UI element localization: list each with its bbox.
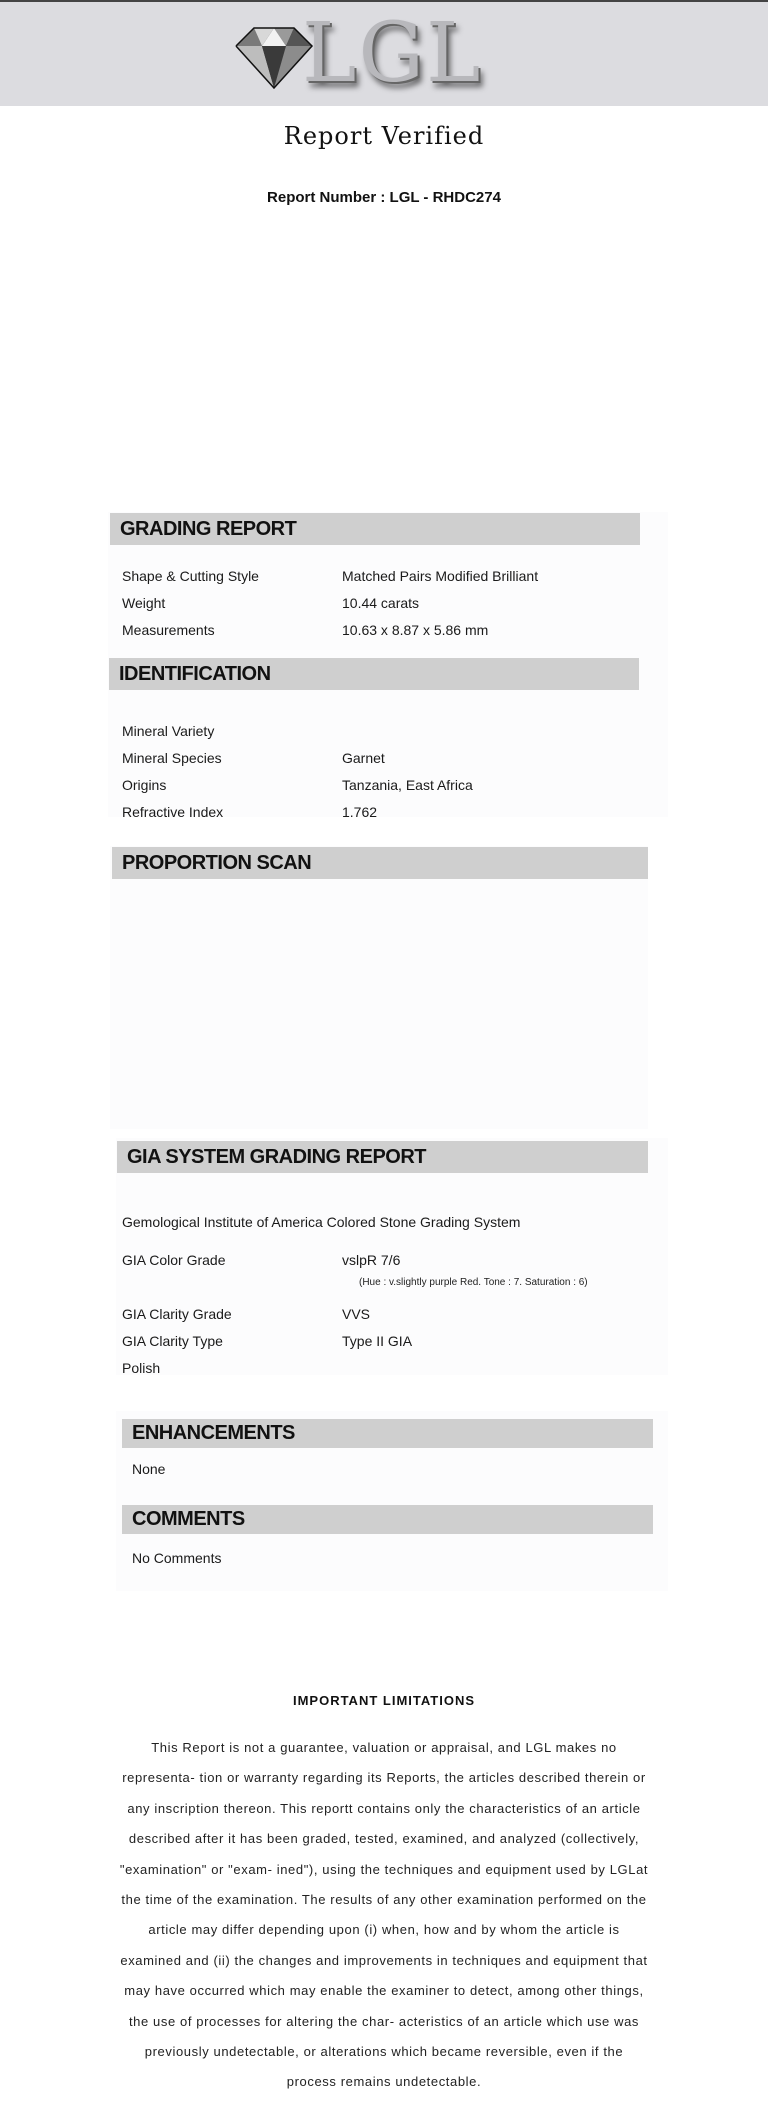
gia-color-note: (Hue : v.slightly purple Red. Tone : 7. Saturation : 6) — [359, 1277, 588, 1288]
shape-label: Shape & Cutting Style — [122, 568, 259, 584]
mineral-species-value: Garnet — [342, 750, 385, 766]
weight-label: Weight — [122, 595, 166, 611]
mineral-species-label: Mineral Species — [122, 750, 222, 766]
gia-color-value: vslpR 7/6 — [342, 1252, 401, 1268]
origins-value: Tanzania, East Africa — [342, 777, 473, 793]
report-number: Report Number : LGL - RHDC274 — [267, 189, 501, 206]
gia-heading: GIA SYSTEM GRADING REPORT — [117, 1141, 648, 1173]
measurements-value: 10.63 x 8.87 x 5.86 mm — [342, 622, 489, 638]
limitations-heading: IMPORTANT LIMITATIONS — [292, 1693, 476, 1708]
enhancements-value: None — [132, 1461, 166, 1477]
logo-text: LGL — [302, 6, 483, 101]
enhancements-heading: ENHANCEMENTS — [122, 1419, 653, 1448]
measurements-label: Measurements — [122, 622, 215, 638]
weight-value: 10.44 carats — [342, 595, 420, 611]
gia-color-label: GIA Color Grade — [122, 1252, 226, 1268]
comments-heading: COMMENTS — [122, 1505, 653, 1534]
origins-label: Origins — [122, 777, 167, 793]
proportion-scan-heading: PROPORTION SCAN — [112, 847, 648, 879]
grading-report-heading: GRADING REPORT — [110, 513, 640, 545]
gia-clarity-type-label: GIA Clarity Type — [122, 1333, 223, 1349]
refractive-index-label: Refractive Index — [122, 804, 224, 820]
identification-heading: IDENTIFICATION — [109, 658, 639, 690]
proportion-scan-panel — [110, 846, 648, 1129]
page-title: Report Verified — [283, 122, 485, 150]
gia-clarity-grade-label: GIA Clarity Grade — [122, 1306, 232, 1322]
comments-value: No Comments — [132, 1550, 222, 1566]
limitations-text: This Report is not a guarantee, valuation or appraisal, and LGL makes no representa- tion or warranty regarding its Reports, the articles described therein or any inscription thereon. This reportt contains only the characteristics of an article described after it has been graded, tested, examined, and analyzed (collectively, "examination" or "exam- ined"), using the techniques and equipment used by LGLat the time of the examination. The results of any other examination performed on the article may differ depending upon (i) when, how and by whom the article is examined and (ii) the changes and improvements in techniques and equipment that may have occurred which may enable the examiner to detect, among other things, the use of processes for altering the char- acteristics of an article which use was previously undetectable, or alterations which became reversible, even if the process remains undetectable. — [119, 1740, 649, 2090]
gia-clarity-grade-value: VVS — [342, 1306, 371, 1322]
site-header — [0, 0, 768, 106]
lgl-logo[interactable] — [232, 6, 494, 101]
gia-system-name: Gemological Institute of America Colored Stone Grading System — [122, 1214, 521, 1230]
gia-clarity-type-value: Type II GIA — [342, 1333, 413, 1349]
refractive-index-value: 1.762 — [342, 804, 378, 820]
shape-value: Matched Pairs Modified Brilliant — [342, 568, 539, 584]
mineral-variety-label: Mineral Variety — [122, 723, 215, 739]
polish-label: Polish — [122, 1360, 161, 1376]
